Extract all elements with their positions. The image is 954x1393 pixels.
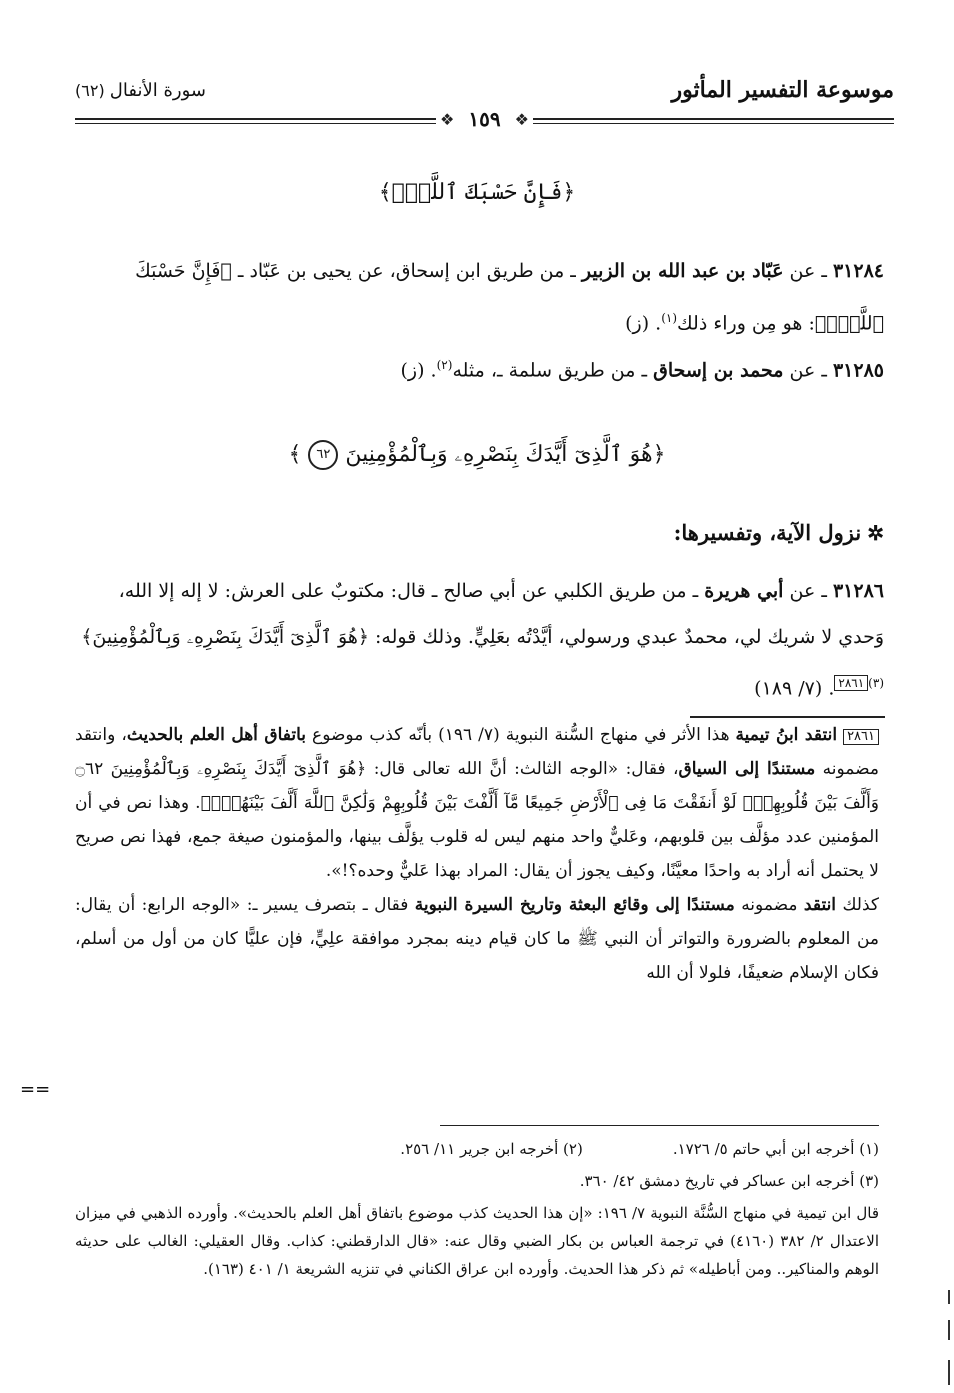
tafsir-text: مضمونه xyxy=(734,895,804,915)
footnote-row xyxy=(75,1135,879,1163)
tafsir-paragraph-2 xyxy=(75,888,879,990)
footnotes xyxy=(75,1135,879,1283)
footnote-ref: (٣) xyxy=(868,676,884,690)
narrator-name: عَبّاد بن عبد الله بن الزبير xyxy=(581,260,784,282)
narration-text: ـ من طريق الكلبي عن أبي صالح ـ قال: مكتوبٌ على العرش: لا إله إلا الله، وَحدي لا شريك لي، محمدٌ عبدي ورسولي، أيَّدْتُه بعَلِيٍّ. وذلك قوله: xyxy=(118,580,884,648)
footnote-2: (٢) أخرجه ابن جرير ١١/ ٢٥٦. xyxy=(400,1140,583,1158)
surah-name: سورة الأنفال xyxy=(109,79,206,101)
section-title-text: نزول الآية، وتفسيرها: xyxy=(673,520,862,545)
ayah-heading-1 xyxy=(75,180,879,205)
header-rule-right xyxy=(533,118,894,120)
narration-number: ٣١٢٨٥ xyxy=(832,359,884,382)
continuation-mark: == xyxy=(20,1079,51,1100)
narration-31286 xyxy=(75,568,884,711)
narration-number: ٣١٢٨٤ xyxy=(832,260,884,282)
footnote-1: (١) أخرجه ابن أبي حاتم ٥/ ١٧٢٦. xyxy=(672,1140,879,1158)
narration-tag: . (ز) xyxy=(400,359,437,382)
book-title: موسوعة التفسير المأثور xyxy=(671,77,894,103)
ornament-icon: ❖ xyxy=(514,109,529,129)
narrator-name: أبي هريرة xyxy=(704,580,784,602)
margin-mark xyxy=(948,1320,950,1340)
header-rule-left xyxy=(75,118,436,120)
narration-text: ـ من طريق ابن إسحاق، عن يحيى بن عَبّاد ـ xyxy=(231,260,582,282)
footnote-3: (٣) أخرجه ابن عساكر في تاريخ دمشق ٤٢/ ٣٦٠. xyxy=(579,1172,879,1190)
ayah-quote: ﴿هُوَ ٱلَّذِىٓ أَيَّدَكَ بِنَصْرِهِۦ وَبِٱلْمُؤْمِنِينَ﴾ xyxy=(81,626,369,648)
narration-tag: . (ز) xyxy=(625,312,662,335)
narration-text: ـ عن xyxy=(783,260,833,282)
ayah-number-marker: ٦٢ xyxy=(308,440,338,470)
ayah-text: ﴿فَإِنَّ حَسْبَكَ ٱللَّهُۚ﴾ xyxy=(378,180,576,205)
ayah-heading-2 xyxy=(75,440,879,470)
narration-text: : هو مِن وراء ذلك xyxy=(677,312,815,335)
scholar-name: انتقد ابنُ تيمية xyxy=(735,725,838,745)
ayah-quote: ﴿هُوَ ٱلَّذِىٓ أَيَّدَكَ بِنَصْرِهِۦ وَبِٱلْمُؤْمِنِينَ ۝٦٢ وَأَلَّفَ بَيْنَ قُلُوبِهِمْۚ لَوْ أَنفَقْتَ مَا فِى ٱلْأَرْضِ جَمِيعًا مَّآ أَلَّفْتَ بَيْنَ قُلُوبِهِمْ وَلَٰكِنَّ ٱللَّهَ أَلَّفَ بَيْنَهُمْۚ﴾ xyxy=(75,759,879,813)
ornament-icon: ❖ xyxy=(440,109,455,129)
surah-label xyxy=(75,80,206,101)
page-header xyxy=(75,70,894,110)
narration-number: ٣١٢٨٦ xyxy=(832,580,884,602)
tafsir-text: هذا الأثر في منهاج السُّنة النبوية (٧/ ١٩٦) بأنّه كذب موضوع xyxy=(306,725,736,745)
narration-text: ـ عن xyxy=(783,359,833,382)
tafsir-note-number: ٢٨٦١ xyxy=(843,729,879,745)
narrator-name: محمد بن إسحاق xyxy=(653,359,784,382)
tafsir-emphasis: مستندًا إلى السياق xyxy=(678,759,816,779)
ayah-close-bracket: ﴾ xyxy=(288,442,302,467)
tafsir-text: فقال ـ بتصرف يسير ـ: «الوجه الرابع: أن يقال: من المعلوم بالضرورة والتواتر أن النبي ﷺ ما كان قيام دينه بمجرد موافقة علِيٍّ، فإن عليًّا كان من أول من أسلم، فكان الإسلام ضعيفًا، فلولا أن الله xyxy=(75,895,879,983)
footnote-rule xyxy=(440,1125,879,1126)
tafsir-emphasis: مستندًا إلى وقائع البعثة وتاريخ السيرة النبوية xyxy=(414,895,735,915)
tafsir-paragraph-1 xyxy=(75,718,879,888)
header-rule xyxy=(75,107,894,131)
narration-31284 xyxy=(75,248,884,347)
narration-text: ـ من طريق سلمة ـ، مثله xyxy=(452,359,654,382)
footnote-ref: (١) xyxy=(661,311,678,325)
ayah-text: ﴿هُوَ ٱلَّذِىٓ أَيَّدَكَ بِنَصْرِهِۦ وَبِٱلْمُؤْمِنِينَ xyxy=(345,442,666,467)
tafsir-text: ، وانتقد مضمونه xyxy=(75,725,879,779)
margin-mark xyxy=(948,1360,950,1385)
tafsir-note xyxy=(75,718,879,990)
flower-ornament-icon: ✲ xyxy=(867,521,884,545)
surah-number: (٦٢) xyxy=(75,80,105,100)
ayah-quote: ﴿فَإِنَّ حَسْبَكَ ٱللَّهُۚ﴾ xyxy=(135,260,884,335)
tafsir-emphasis: باتفاق أهل العلم بالحديث xyxy=(126,725,307,745)
narration-tag: . (٧/ ١٨٩) xyxy=(754,677,835,700)
narration-31285 xyxy=(75,342,884,394)
section-title xyxy=(75,520,884,545)
tafsir-text: . وهذا نص في أن المؤمنين عدد مؤلَّف بين قلوبهم، وعَليٌّ واحد منهم ليس له قلوب يؤلَّف بينها، والمؤمنون صيغة جمع، فهذا نص صريح لا يحتمل أنه أراد به واحدًا معيَّنًا، وكيف يجوز أن يقال: المراد بهذا عَليٌّ وحده؟!». xyxy=(75,793,879,881)
margin-mark xyxy=(948,1290,950,1304)
page-number: ١٥٩ xyxy=(468,107,501,131)
footnote-ref: (٢) xyxy=(436,358,453,372)
footnote-3-detail: قال ابن تيمية في منهاج السُّنَّة النبوية ٧/ ١٩٦: «إن هذا الحديث كذب موضوع باتفاق أهل العلم بالحديث». وأورده الذهبي في ميزان الاعتدال ٢/ ٣٨٢ (٤١٦٠) في ترجمة العباس بن بكار الضبي وقال عنه: «قال الدارقطني: كذاب. وقال العقيلي: الغالب على حديثه الوهم والمناكير.. ومن أباطيله» ثم ذكر هذا الحديث. وأورده ابن عراق الكناني في تنزيه الشريعة ١/ ٤٠١ (١٦٣). xyxy=(75,1204,880,1278)
tafsir-note-ref: ٢٨٦١ xyxy=(834,675,868,691)
tafsir-text: كذلك xyxy=(836,895,879,915)
tafsir-text: ، فقال: «الوجه الثالث: أنَّ الله تعالى قال: xyxy=(366,759,679,779)
tafsir-emphasis: انتقد xyxy=(803,895,837,915)
narration-text: ـ عن xyxy=(783,580,833,602)
